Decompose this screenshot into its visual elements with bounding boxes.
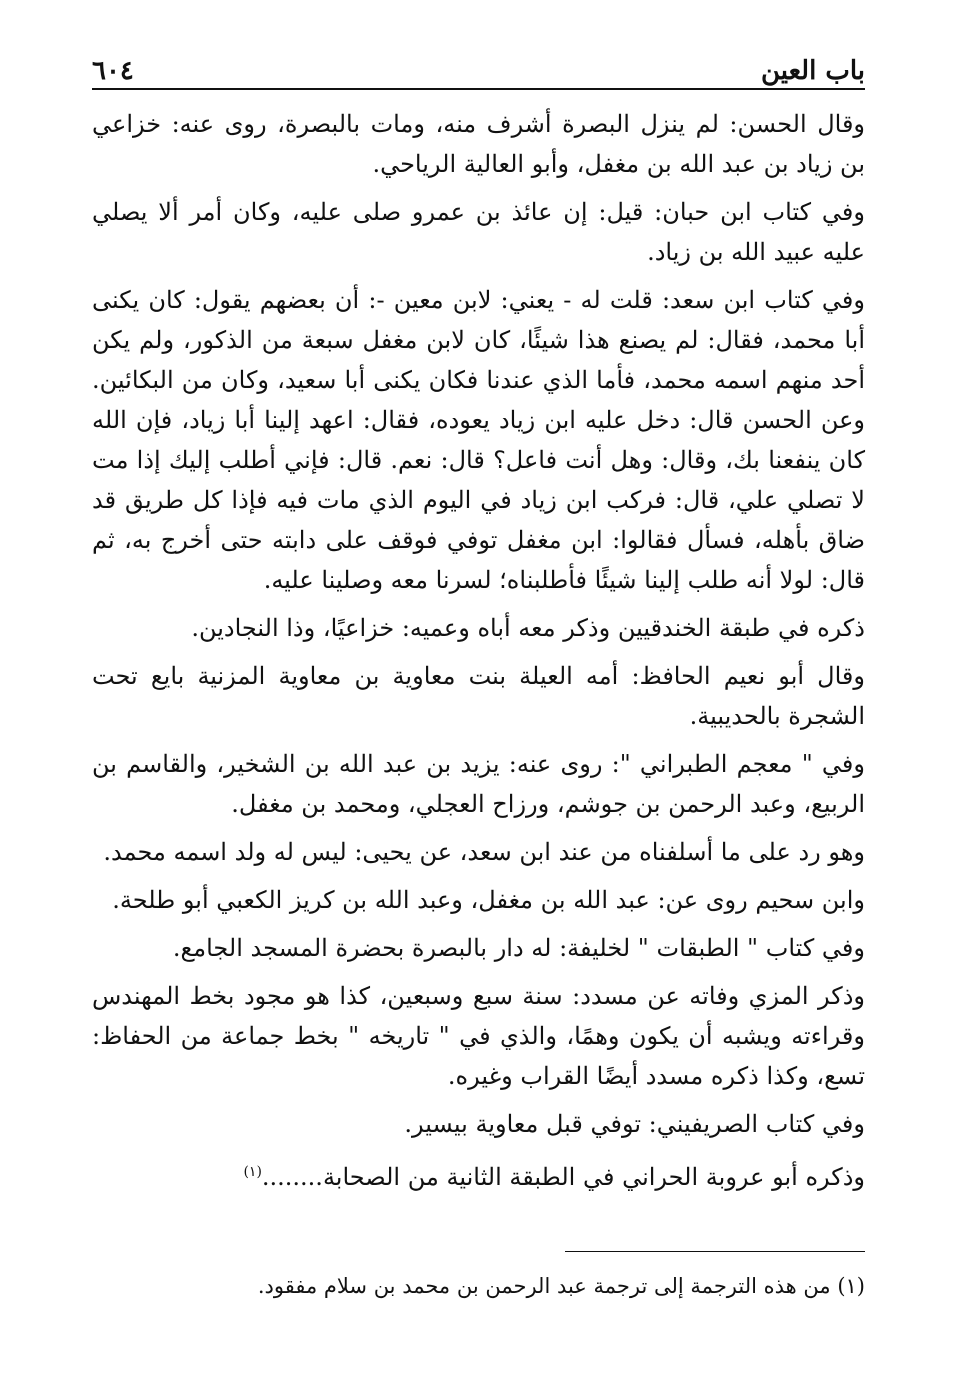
page-number: ٦٠٤ [92, 56, 134, 86]
main-text [92, 104, 865, 1205]
last-paragraph [92, 1152, 865, 1197]
paragraph: وقال الحسن: لم ينزل البصرة أشرف منه، ومات بالبصرة، روى عنه: خزاعي بن زياد بن عبد الله بن مغفل، وأبو العالية الرياحي. [92, 110, 865, 178]
paragraph: وفي كتاب الصريفيني: توفي قبل معاوية بيسير. [404, 1110, 865, 1138]
paragraph: وهو رد على ما أسلفناه من عند ابن سعد، عن يحيى: ليس له ولد اسمه محمد. [103, 838, 865, 866]
footnote: (١) من هذه الترجمة إلى ترجمة عبد الرحمن بن محمد بن سلام مفقود. [257, 1274, 865, 1298]
paragraph: وقال أبو نعيم الحافظ: أمه العيلة بنت معاوية بن معاوية المزنية بايع تحت الشجرة بالحديبية. [92, 662, 865, 730]
paragraph-text: وذكره أبو عروبة الحراني في الطبقة الثانية من الصحابة........ [261, 1163, 865, 1191]
paragraph: وفي " معجم الطبراني ": روى عنه: يزيد بن عبد الله بن الشخير، والقاسم بن الربيع، وعبد الرحمن بن جوشم، ورزاح العجلي، ومحمد بن مغفل. [92, 750, 865, 818]
paragraph: وفي كتاب ابن حبان: قيل: إن عائذ بن عمرو صلى عليه، وكان أمر ألا يصلي عليه عبيد الله بن زياد. [92, 198, 865, 266]
paragraph: ذكره في طبقة الخندقيين وذكر معه أباه وعميه: خزاعيًا، وذا النجادين. [191, 614, 865, 642]
paragraph: وابن سحيم روى عن: عبد الله بن مغفل، وعبد الله بن كريز الكعبي أبو طلحة. [112, 886, 865, 914]
footnote-separator [565, 1251, 865, 1252]
paragraph: وفي كتاب ابن سعد: قلت له - يعني: لابن معين -: أن بعضهم يقول: كان يكنى أبا محمد، فقال: لم يصنع هذا شيئًا، كان لابن مغفل سبعة من الذكور، ولم يكن أحد منهم اسمه محمد، فأما الذي عندنا فكان يكنى أبا سعيد، وكان من البكائين. وعن الحسن قال: دخل عليه ابن زياد يعوده، فقال: اعهد إلينا أبا زياد، فإن الله كان ينفعنا بك، وقال: وهل أنت فاعل؟ قال: نعم. قال: فإني أطلب إليك إذا مت لا تصلي علي، قال: فركب ابن زياد في اليوم الذي مات فيه فإذا كل طريق قد ضاق بأهله، فسأل فقالوا: ابن مغفل توفي فوقف على دابته حتى أخرج به، ثم قال: لولا أنه طلب إلينا شيئًا فأطلبناه؛ لسرنا معه وصلينا عليه. [92, 286, 865, 594]
chapter-title: باب العين [760, 56, 865, 86]
footnote-marker: (١) [243, 1164, 262, 1180]
paragraph: وذكر المزي وفاته عن مسدد: سنة سبع وسبعين، كذا هو مجود بخط المهندس وقراءته ويشبه أن يكون وهمًا، والذي في " تاريخه " بخط جماعة من الحفاظ: تسع، وكذا ذكره مسدد أيضًا القراب وغيره. [92, 982, 865, 1090]
paragraph: وفي كتاب " الطبقات " لخليفة: له دار بالبصرة بحضرة المسجد الجامع. [172, 934, 865, 962]
running-header [92, 48, 865, 90]
